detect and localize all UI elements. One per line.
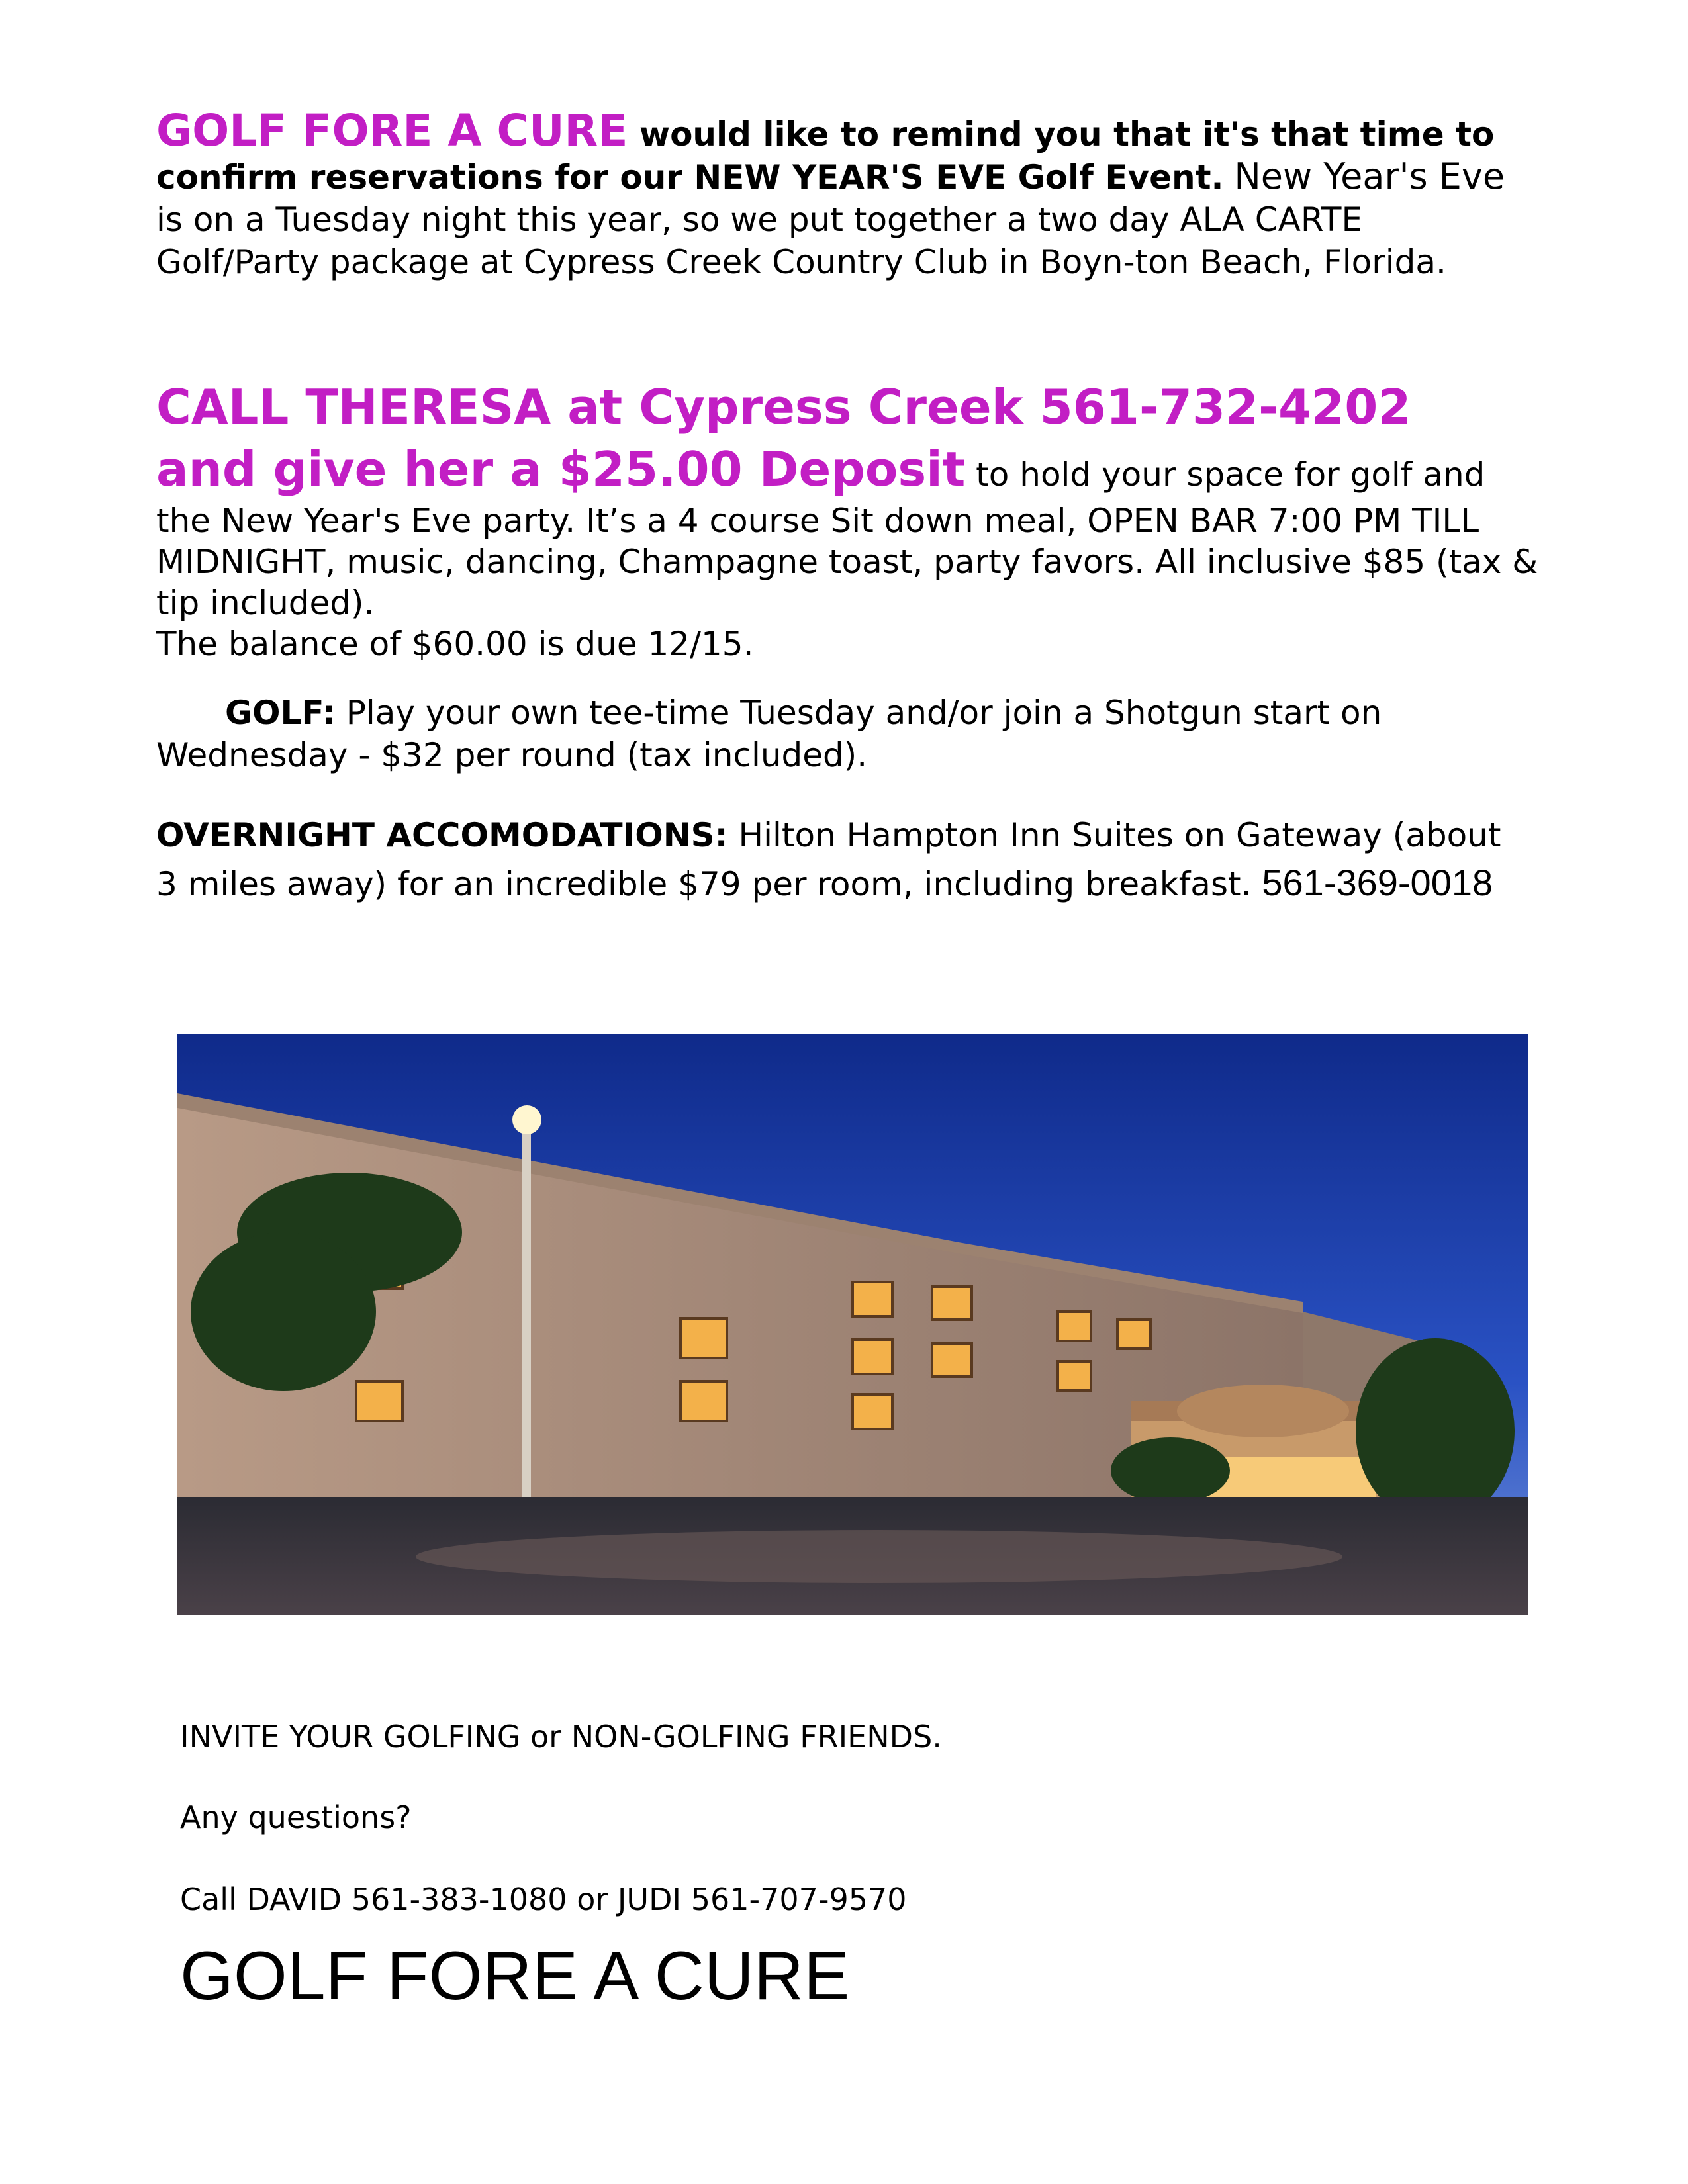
overnight-text: Hilton Hampton Inn Suites on Gateway (about 3 miles away) for an incredible $79 per room, including breakfast.	[156, 816, 1501, 903]
footer-questions: Any questions?	[180, 1799, 412, 1835]
call-details: to hold your space for golf and the New Year's Eve party. It’s a 4 course Sit down meal, OPEN BAR 7:00 PM TILL MIDNIGHT, music, dancing, Champagne toast, party favors. All inclusive $85 (tax & tip included).	[156, 455, 1538, 622]
footer-invite: INVITE YOUR GOLFING or NON-GOLFING FRIENDS.	[180, 1719, 942, 1754]
golf-text: Play your own tee-time Tuesday and/or join a Shotgun start on Wednesday - $32 per round (tax included).	[156, 694, 1382, 774]
overnight-label: OVERNIGHT ACCOMODATIONS:	[156, 816, 728, 854]
intro-nye-label: New Year's Eve	[1234, 156, 1505, 197]
intro-org-name: GOLF FORE A CURE	[156, 105, 628, 156]
hotel-photo-illustration	[177, 1034, 1528, 1615]
call-balance: The balance of $60.00 is due 12/15.	[156, 625, 754, 663]
overnight-paragraph	[156, 811, 1507, 908]
call-deposit: and give her a $25.00 Deposit	[156, 441, 966, 497]
intro-lead: would like to remind you that it's that time to confirm reservations for our NEW YEAR'S EVE Golf Event.	[156, 115, 1495, 197]
golf-paragraph	[156, 692, 1480, 776]
overnight-phone: 561-369-0018	[1262, 862, 1493, 903]
call-headline: CALL THERESA at Cypress Creek 561-732-4202	[156, 379, 1411, 435]
footer-contacts: Call DAVID 561-383-1080 or JUDI 561-707-9570	[180, 1882, 907, 1917]
intro-paragraph	[156, 105, 1533, 283]
intro-body: is on a Tuesday night this year, so we put together a two day ALA CARTE Golf/Party package at Cypress Creek Country Club in Boyn-ton Beach, Florida.	[156, 201, 1446, 281]
call-paragraph	[156, 376, 1540, 664]
golf-label: GOLF:	[225, 694, 336, 732]
footer-org-name: GOLF FORE A CURE	[180, 1938, 850, 2015]
hotel-photo	[177, 1034, 1528, 1615]
